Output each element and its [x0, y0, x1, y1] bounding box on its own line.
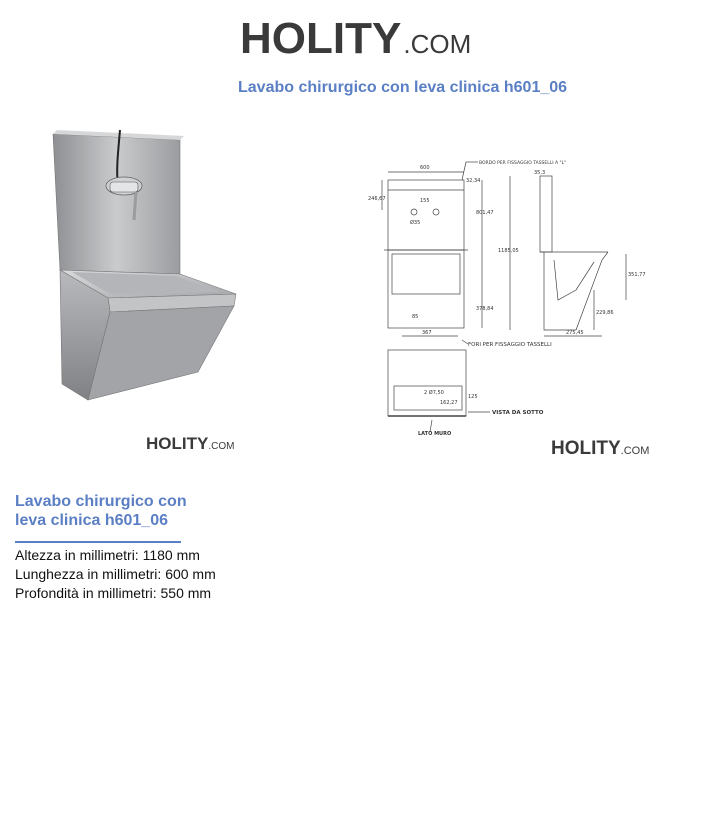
dim-d1: 32,34 [466, 178, 481, 184]
logo-brand-text: H [240, 14, 272, 63]
divider [15, 541, 181, 543]
technical-drawing [362, 150, 662, 440]
dim-d4: Ø35 [410, 220, 421, 226]
spec-list [15, 546, 216, 603]
dim-d12: 275,45 [566, 330, 584, 336]
dim-d6: 1185,05 [498, 248, 519, 254]
dim-d7: 351,77 [628, 272, 646, 278]
dim-d2: 246,67 [368, 196, 386, 202]
dim-d11: 367 [422, 330, 432, 336]
subtitle-line-2: leva clinica h601_06 [15, 512, 168, 529]
label-vista: VISTA DA SOTTO [492, 410, 544, 416]
spec-depth: Profondità in millimetri: 550 mm [15, 585, 212, 601]
spec-height: Altezza in millimetri: 1180 mm [15, 547, 200, 563]
subtitle-line-1: Lavabo chirurgico con [15, 493, 187, 510]
page-title: Lavabo chirurgico con leva clinica h601_06 [238, 79, 568, 96]
holity-logo-small: HOLITY .COM [146, 434, 235, 453]
label-fori: FORI PER FISSAGGIO TASSELLI [468, 342, 552, 348]
holity-logo[interactable] [240, 14, 471, 64]
label-bordo: BORDO PER FISSAGGIO TASSELLI A "L" [479, 161, 567, 166]
logo-o-mark: O [271, 14, 307, 63]
dim-d15: 162,27 [440, 400, 458, 406]
logo-suffix: .COM [403, 29, 472, 59]
dim-depth-top: 35,3 [534, 170, 546, 176]
holity-logo-small-2: HOLITY .COM [551, 438, 650, 459]
logo-brand-rest: LITY [306, 14, 402, 63]
dim-d8: 378,84 [476, 306, 494, 312]
logo-suffix: .COM [620, 445, 650, 457]
dim-d13: 2 Ø7,50 [424, 390, 444, 396]
dim-d9: 229,86 [596, 310, 614, 316]
product-subtitle [15, 492, 205, 530]
spec-length: Lunghezza in millimetri: 600 mm [15, 566, 216, 582]
logo-suffix: .COM [208, 441, 235, 452]
label-lato: LATO MURO [418, 431, 452, 437]
dim-d3: 155 [420, 198, 430, 204]
dim-d14: 125 [468, 394, 478, 400]
dim-d5: 801,47 [476, 210, 494, 216]
dim-width-top: 600 [420, 165, 430, 171]
dim-d10: 85 [412, 314, 419, 320]
product-photo [48, 122, 244, 412]
